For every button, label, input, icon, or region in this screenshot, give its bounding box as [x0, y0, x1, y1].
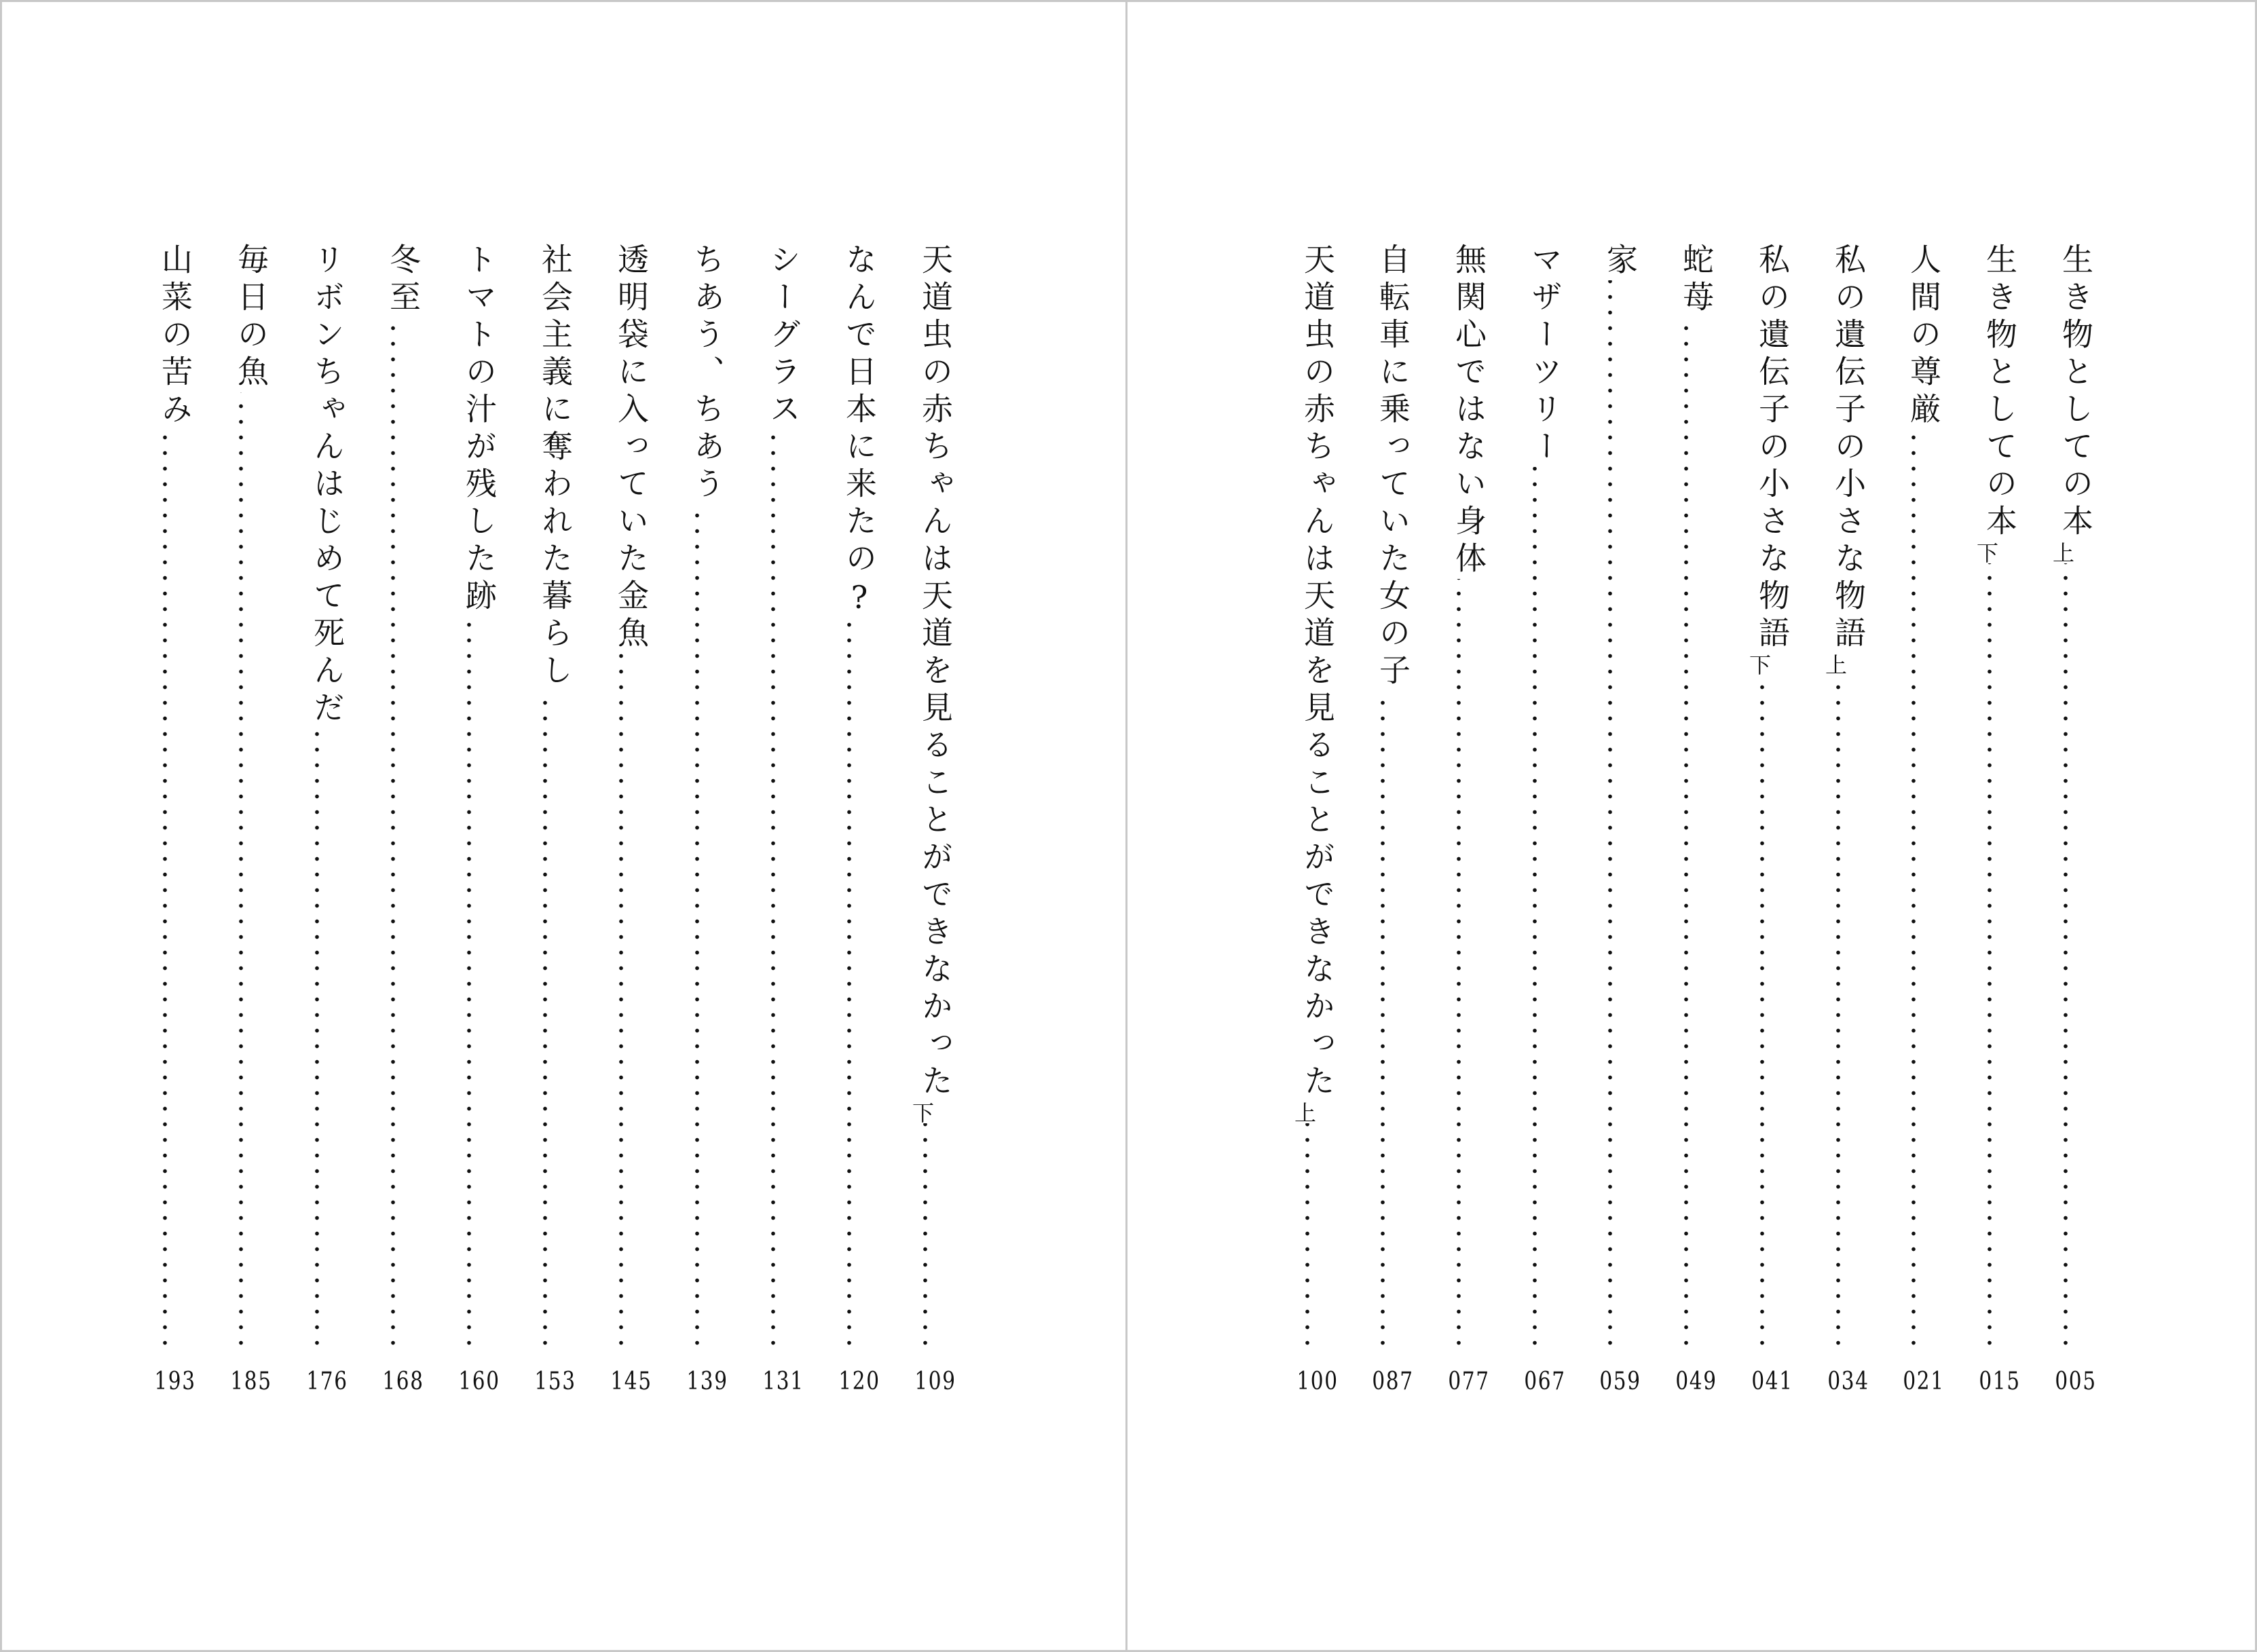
- toc-entry[interactable]: [604, 243, 658, 1397]
- toc-page-number: 185: [230, 1368, 272, 1395]
- toc-page-number: 034: [1827, 1368, 1869, 1395]
- dot-leader: [376, 318, 410, 1351]
- toc-page-number: 168: [382, 1368, 424, 1395]
- toc-page-number: 077: [1448, 1368, 1490, 1395]
- volume-marker: 上: [1291, 1102, 1317, 1123]
- toc-page-number: 100: [1297, 1368, 1339, 1395]
- toc-page-number: 160: [458, 1368, 500, 1395]
- toc-entry-title: 生き物としての本: [2057, 243, 2094, 542]
- volume-marker: 下: [1746, 654, 1772, 675]
- toc-page-number: 005: [2055, 1368, 2097, 1395]
- toc-page-number: 145: [610, 1368, 652, 1395]
- toc-entry[interactable]: [224, 243, 278, 1397]
- toc-entry[interactable]: [2049, 243, 2103, 1397]
- toc-entry-title: なんで日本に来たの?: [841, 243, 878, 622]
- dot-leader: [1442, 579, 1476, 1351]
- toc-entry[interactable]: [1593, 243, 1647, 1397]
- toc-entry[interactable]: [756, 243, 810, 1397]
- toc-page-number: 059: [1599, 1368, 1641, 1395]
- toc-page-number: 087: [1372, 1368, 1414, 1395]
- toc-entry[interactable]: [452, 243, 506, 1397]
- dot-leader: [1821, 675, 1855, 1351]
- toc-entry-title: 無関心ではない身体: [1451, 243, 1487, 579]
- volume-marker: 上: [2049, 542, 2075, 563]
- left-page: [0, 0, 1125, 1652]
- toc-entry-title: 私の遺伝子の小さな物語: [1754, 243, 1791, 654]
- dot-leader: [1366, 691, 1400, 1351]
- toc-entry[interactable]: [376, 243, 430, 1397]
- toc-entry[interactable]: [832, 243, 887, 1397]
- dot-leader: [148, 430, 182, 1351]
- toc-page-number: 120: [838, 1368, 880, 1395]
- volume-marker: 上: [1822, 654, 1848, 675]
- right-page: [1127, 0, 2257, 1652]
- dot-leader: [2049, 563, 2083, 1351]
- toc-entry-title: 社会主義に奪われた暮らし: [537, 243, 574, 691]
- toc-entry[interactable]: [1745, 243, 1799, 1397]
- toc-entry-title: 天道虫の赤ちゃんは天道を見ることができなかった: [917, 243, 954, 1102]
- dot-leader: [908, 1123, 942, 1351]
- toc-page-number: 041: [1751, 1368, 1793, 1395]
- dot-leader: [1290, 1123, 1324, 1351]
- toc-entry-title: リボンちゃんはじめて死んだ: [309, 243, 346, 728]
- toc-page-number: 153: [534, 1368, 576, 1395]
- toc-entry[interactable]: [1518, 243, 1572, 1397]
- toc-entry-title: 冬至: [385, 243, 422, 318]
- toc-entry-title: 蛇苺: [1678, 243, 1715, 318]
- toc-entry[interactable]: [908, 243, 963, 1397]
- toc-page-number: 015: [1979, 1368, 2021, 1395]
- toc-entry[interactable]: [1897, 243, 1951, 1397]
- toc-page-number: 131: [762, 1368, 804, 1395]
- toc-entry-title: ちあう、ちあう: [689, 243, 726, 504]
- toc-entry[interactable]: [1821, 243, 1876, 1397]
- toc-entry[interactable]: [1442, 243, 1496, 1397]
- dot-leader: [452, 616, 486, 1351]
- toc-entry-title: 生き物としての本: [1981, 243, 2018, 542]
- toc-page-number: 109: [914, 1368, 956, 1395]
- toc-entry[interactable]: [1290, 243, 1345, 1397]
- toc-entry[interactable]: [528, 243, 582, 1397]
- toc-entry-title: 透明袋に入っていた金魚: [613, 243, 650, 654]
- toc-page-number: 176: [306, 1368, 348, 1395]
- toc-entry-title: 家: [1602, 243, 1639, 280]
- toc-entry[interactable]: [1366, 243, 1420, 1397]
- dot-leader: [1593, 280, 1627, 1351]
- volume-marker: 下: [909, 1102, 935, 1123]
- dot-leader: [756, 430, 790, 1351]
- toc-entry[interactable]: [1669, 243, 1723, 1397]
- dot-leader: [1897, 430, 1930, 1351]
- volume-marker: 下: [1973, 542, 1999, 563]
- dot-leader: [300, 728, 334, 1351]
- toc-page-number: 139: [686, 1368, 728, 1395]
- dot-leader: [680, 504, 714, 1351]
- toc-entry-title: 私の遺伝子の小さな物語: [1830, 243, 1867, 654]
- toc-entry[interactable]: [148, 243, 202, 1397]
- toc-entry[interactable]: [300, 243, 354, 1397]
- toc-entry-title: 山菜の苦み: [157, 243, 193, 430]
- dot-leader: [224, 392, 258, 1351]
- toc-entry-title: マザーツリー: [1527, 243, 1563, 467]
- dot-leader: [1973, 563, 2007, 1351]
- dot-leader: [1669, 318, 1703, 1351]
- toc-entry-title: 毎日の魚: [233, 243, 269, 392]
- dot-leader: [528, 691, 562, 1351]
- toc-page-number: 021: [1903, 1368, 1945, 1395]
- toc-entry[interactable]: [1973, 243, 2027, 1397]
- dot-leader: [1745, 675, 1779, 1351]
- toc-page-number: 067: [1524, 1368, 1566, 1395]
- dot-leader: [832, 622, 866, 1351]
- toc-entry-title: シーグラス: [765, 243, 802, 430]
- toc-entry-title: 天道虫の赤ちゃんは天道を見ることができなかった: [1299, 243, 1336, 1102]
- toc-entry-title: トマトの汁が残した跡: [461, 243, 498, 616]
- dot-leader: [604, 654, 638, 1351]
- toc-entry-title: 人間の尊厳: [1905, 243, 1942, 430]
- dot-leader: [1518, 467, 1552, 1351]
- toc-entry-title: 自転車に乗っていた女の子: [1375, 243, 1411, 691]
- toc-page-number: 193: [154, 1368, 196, 1395]
- toc-entry[interactable]: [680, 243, 734, 1397]
- toc-page-number: 049: [1675, 1368, 1717, 1395]
